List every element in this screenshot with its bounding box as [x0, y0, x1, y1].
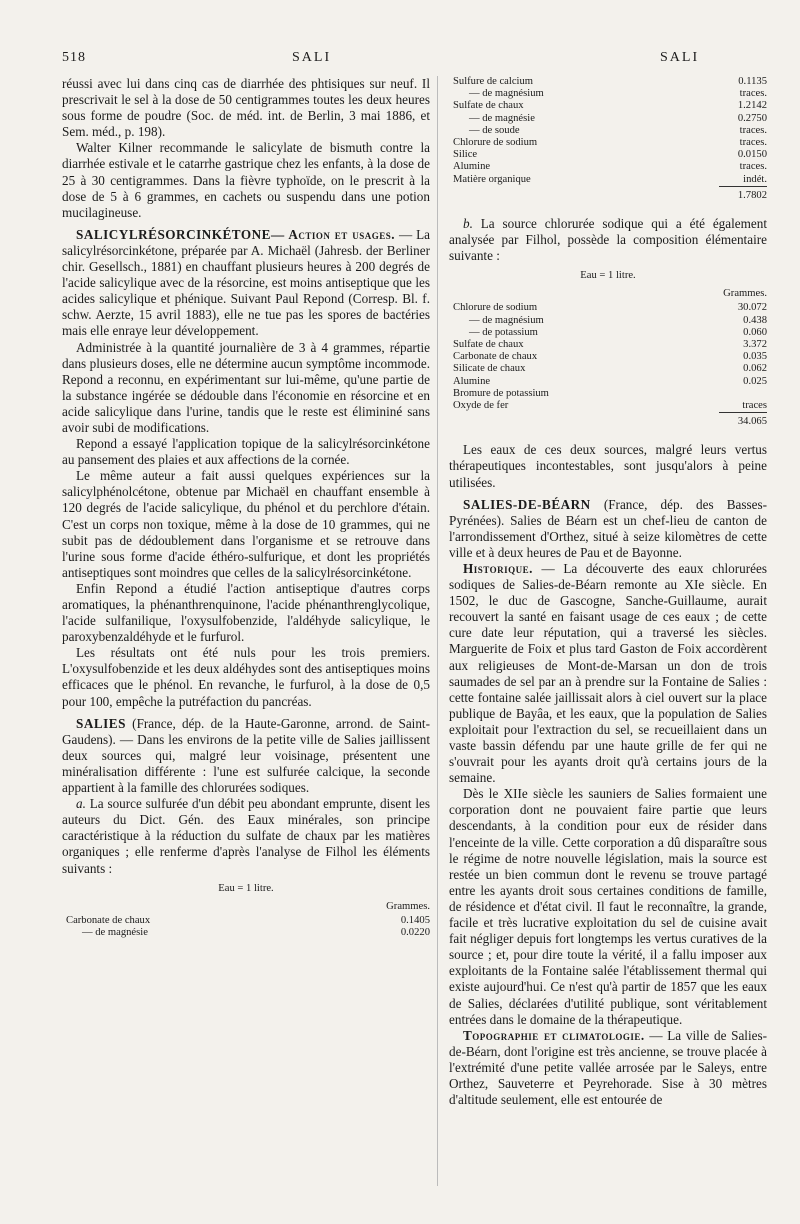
composition-table-a-continued [449, 76, 767, 186]
paragraph: Enfin Repond a étudié l'action antiseptique d'autres corps aromatiques, la phénanthrenquinone, l'acide phénanthrenglycolique, l'acide sulfanilique, l'oxysulfobenzide, l'aldéhyde salicylique, le paroxybenzaldéhyde et le furfurol. [62, 580, 430, 645]
table-unit: Grammes. [723, 288, 767, 300]
component-name: — de magnésie [82, 926, 148, 938]
table-row [449, 302, 767, 314]
right-column [449, 76, 767, 1108]
composition-table-a [62, 915, 430, 939]
component-value: 0.025 [743, 375, 767, 387]
paragraph: Administrée à la quantité journalière de 3 à 4 grammes, répartie dans plusieurs doses, elle ne détermine aucun symptôme incommode. Repond a reconnu, en expérimentant sur lui-même, qu'une partie de la substance ingérée se dédouble dans l'économie en résorcine et en acide salicylique dans l'urine, tandis que le reste est élimininé sans avoir subi de modifications. [62, 339, 430, 435]
component-value: 0.0150 [737, 149, 767, 161]
entry-subtitle: — Action et usages. [270, 226, 396, 242]
paragraph: Walter Kilner recommande le salicylate de bismuth contre la diarrhée estivale et le catarrhe gastrique chez les enfants, à la dose de 25 à 30 centigrammes. Dans la fièvre typhoïde, on le prescrit à la dose de 5 à 6 grammes, en cachets ou suspendu dans une potion mucilagineuse. [62, 140, 430, 220]
list-label: a. [76, 796, 86, 812]
component-name: Carbonate de chaux [453, 351, 538, 363]
component-name: — de potassium [469, 326, 538, 338]
table-row [449, 161, 767, 173]
component-name: Sulfate de chaux [453, 100, 524, 112]
paragraph-text: La source chlorurée sodique qui a été également analysée par Filhol, possède la composition élémentaire suivante : [449, 215, 767, 264]
entry-title: SALIES-DE-BÉARN [463, 496, 591, 512]
table-row [449, 351, 767, 363]
paragraph: réussi avec lui dans cinq cas de diarrhée des phtisiques sur neuf. Il prescrivait le sel à la dose de 50 centigrammes toutes les deux heures sous forme de poudre (Soc. de méd. int. de Berlin, 3 mai 1886, et Sem. méd., p. 198). [62, 76, 430, 140]
table-row [62, 915, 430, 927]
entry-title: SALICYLRÉSORCINKÉTONE [76, 226, 271, 242]
component-value: 1.2142 [737, 100, 767, 112]
component-value: 0.062 [743, 363, 767, 375]
table-row [449, 137, 767, 149]
component-name: Oxyde de fer [453, 400, 509, 412]
table-row [449, 388, 767, 400]
component-name: Silice [453, 149, 478, 161]
table-row [449, 327, 767, 339]
running-head-right: SALI [660, 50, 700, 65]
paragraph: Le même auteur a fait aussi quelques expériences sur la salicylphénolcétone, obtenue par Michaël en chauffant ensemble à 120 degrés de l'acide salicylique, du phénol et du perchlore d'étain. C'est un corps non toxique, même à la dose de 10 grammes, qui ne subit pas de dédoublement dans l'organisme et se retrouve dans l'urine sous forme d'acide éthéro-sulfurique, et dont les propriétés antiseptiques sont moindres que celles de la salicylrésorcinkétone. [62, 468, 430, 580]
component-value [701, 388, 767, 400]
component-value: 0.2750 [737, 112, 767, 124]
table-caption: Eau = 1 litre. [218, 882, 274, 894]
component-name: Chlorure de sodium [453, 302, 538, 314]
composition-table-b [449, 302, 767, 412]
paragraph [449, 1028, 767, 1108]
entry-salies [62, 716, 430, 796]
component-value: 30.072 [737, 302, 767, 314]
paragraph: Les résultats ont été nuls pour les trois premiers. L'oxysulfobenzide et les deux aldéhydes sont des antiseptiques moins efficaces que le phénol. En revanche, le furfurol, à la dose de 0,5 pour 100, empêche la putréfaction du pancréas. [62, 645, 430, 709]
running-head-left: SALI [292, 50, 332, 65]
component-value: 0.1405 [400, 914, 430, 926]
component-name: Silicate de chaux [453, 363, 526, 375]
paragraph: Repond a essayé l'application topique de la salicylrésorcinkétone au pansement des plaies et aux affections de la cornée. [62, 436, 430, 468]
table-row [449, 88, 767, 100]
section-title: Historique. [463, 560, 533, 576]
component-name: Sulfure de calcium [453, 76, 534, 87]
paragraph-text: — La découverte des eaux chlorurées sodiques de Salies-de-Béarn remonte au XIe siècle. En 1502, le duc de Gascogne, Sanche-Guillaume, aurait recouvert la santé en faisant usage de ces eaux ; de cette cure date leur réputation, qui a traversé les siècles. Marguerite de Foix et plus tard Gaston de Foix accordèrent aux religieuses de Mont-de-Marsan un don de trois saumades de sel par an à prendre sur la Fontaine de Salies : cette fontaine salée jaillissait alors à ciel ouvert sur la place publique de Bayâa, et les eaux, que la population de Salies exploitait pour l'extraction du sel, se recueillaient dans un vaste bassin défendu par une haute grille de fer qui ne s'ouvrait pour les ayants droit qu'à certains jours de la semaine. [449, 560, 767, 786]
page-header [62, 50, 760, 70]
paragraph [449, 216, 767, 264]
component-name: — de magnésium [469, 314, 544, 326]
column-divider [437, 76, 438, 1186]
component-name: Matière organique [453, 173, 531, 185]
component-value: 0.035 [743, 351, 767, 363]
page-number: 518 [62, 50, 86, 65]
component-value: traces. [739, 124, 767, 136]
left-column [62, 76, 430, 939]
entry-title: SALIES [76, 715, 126, 731]
table-row [449, 315, 767, 327]
paragraph-text: (France, dép. des Basses-Pyrénées). Salies de Béarn est un chef-lieu de canton de l'arrondissement d'Orthez, situé à seize kilomètres de cette ville et à deux heures de Pau et de Bayonne. [449, 496, 768, 560]
entry-salies-de-bearn [449, 497, 767, 561]
table-row [62, 927, 430, 939]
paragraph [449, 561, 767, 786]
table-unit: Grammes. [386, 900, 430, 912]
component-name: — de soude [469, 124, 520, 136]
component-value: indét. [743, 173, 767, 185]
table-total: 1.7802 [449, 186, 767, 204]
paragraph-text: La source sulfurée d'un débit peu abondant emprunte, disent les auteurs du Dict. Gén. des Eaux minérales, son principe caractéristique à la réduction du sulfate de chaux par les matières organiques ; elle renferme d'après l'analyse de Filhol les éléments suivants : [62, 796, 431, 876]
table-row [449, 100, 767, 112]
paragraph-text: — La ville de Salies-de-Béarn, dont l'origine est très ancienne, se trouve placée à l'extrémité d'une petite vallée arrosée par le Saleys, entre Orthez, Sauveterre et Peyrehorade. Sise à 30 mètres d'altitude seulement, elle est entourée de [449, 1027, 768, 1108]
table-caption: Eau = 1 litre. [580, 270, 636, 282]
component-value: traces. [739, 161, 767, 173]
component-value: traces. [739, 137, 767, 149]
section-title: Topographie et climatologie. [463, 1027, 645, 1043]
paragraph: Les eaux de ces deux sources, malgré leurs vertus thérapeutiques incontestables, sont jusqu'alors à peine utilisées. [449, 442, 767, 490]
paragraph [62, 796, 430, 876]
table-row [449, 376, 767, 388]
component-name: — de magnésie [469, 112, 535, 124]
table-row [449, 339, 767, 351]
table-row [449, 363, 767, 375]
paragraph-text: (France, dép. de la Haute-Garonne, arrond. de Saint-Gaudens). — Dans les environs de la petite ville de Salies jaillissent deux sources qui, malgré leur voisinage, présentent une minéralisation différente : l'une est sulfurée calcique, la seconde appartient à la famille des chlorurées sodiques. [62, 715, 430, 796]
list-label: b. [463, 215, 473, 231]
table-row [449, 400, 767, 412]
component-name: Bromure de potassium [453, 387, 549, 399]
component-value: traces. [739, 88, 767, 100]
table-row [449, 149, 767, 161]
component-name: Alumine [453, 161, 491, 173]
component-name: Carbonate de chaux [66, 914, 151, 926]
table-total: 34.065 [449, 412, 767, 430]
component-value: 0.1135 [738, 76, 767, 87]
entry-salicylresorcinketone [62, 227, 430, 340]
component-value: 0.060 [743, 326, 767, 338]
component-value: 0.438 [743, 314, 767, 326]
paragraph-text: — La salicylrésorcinkétone, préparée par A. Michaël (Jahresb. der Berliner chir. Gesellsch., 1881) en chauffant plusieurs heures à 200 degrés de l'acide salicylique avec de la résorcine, est moins antiseptique que les acides salicylique et phénique. Suivant Paul Repond (Corresp. Bl. f. schw. Aerzte, 15 avril 1883), elle ne tue pas les spores de bactéries mais elle enraye leur développement. [62, 226, 430, 339]
component-value: 3.372 [743, 339, 767, 350]
component-name: Chlorure de sodium [453, 137, 538, 149]
component-name: Sulfate de chaux [453, 339, 524, 350]
table-row [449, 174, 767, 186]
component-value: 0.0220 [400, 926, 430, 938]
paragraph: Dès le XIIe siècle les sauniers de Salies formaient une corporation dont ne pouvaient faire partie que leurs descendants, à la condition pour eux de résider dans l'enceinte de la ville. Cette corporation a dû disparaître sous le régime de notre nouvelle législation, mais la source est restée un bien commun dont le revenu se trouve partagé entre les ayants droit sous certaines conditions de famille, de résidence et d'état civil. Il faut le reconnaître, la grande, facile et très lucrative exploitation du sel de cuisine avait fait négliger depuis fort longtemps les vertus curatives de la source ; et, pour dire toute la vérité, il a fallu imposer aux exploitants de la Fontaine salée l'établissement thermal qui existe aujourd'hui. Ce n'est qu'à partir de 1857 que les eaux de Salies, déclarées d'utilité publique, sont véritablement entrées dans le domaine de la thérapeutique. [449, 786, 767, 1027]
table-row [449, 125, 767, 137]
component-name: — de magnésium [469, 88, 544, 100]
component-name: Alumine [453, 375, 491, 387]
component-value: traces [742, 400, 767, 412]
table-row [449, 113, 767, 125]
table-row [449, 76, 767, 88]
